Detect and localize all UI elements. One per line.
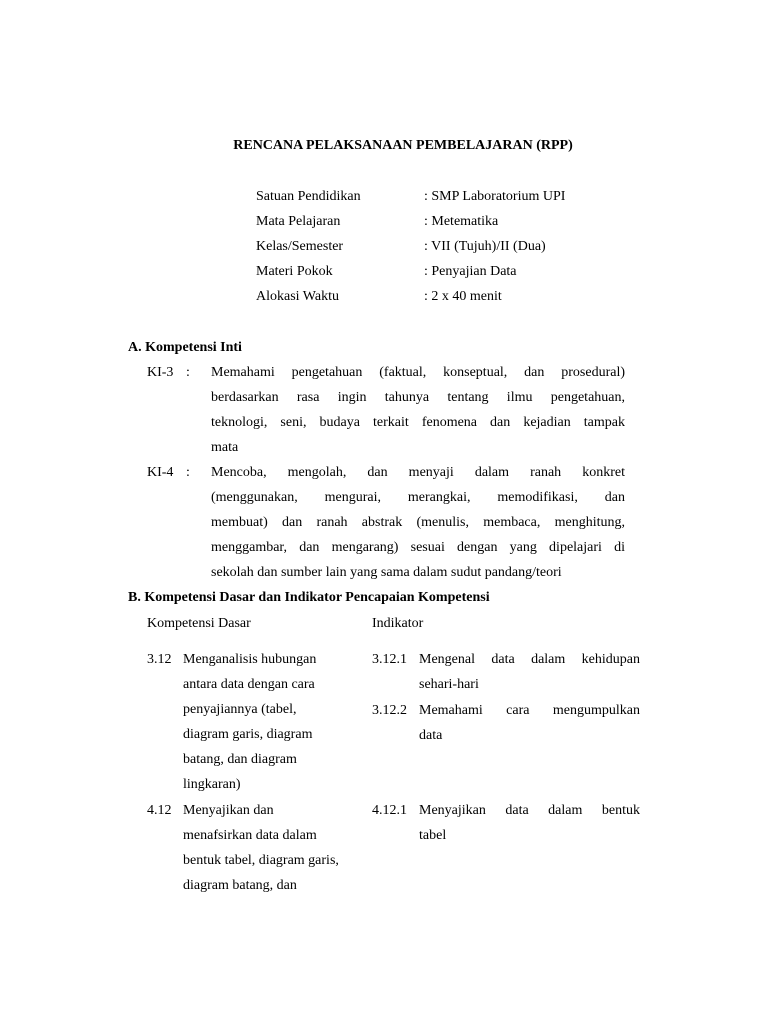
text-line: Memahami pengetahuan (faktual, konseptual, dan prosedural) bbox=[211, 365, 625, 380]
identity-label: Materi Pokok bbox=[256, 264, 333, 279]
identity-label: Kelas/Semester bbox=[256, 239, 344, 254]
text-line: mata bbox=[211, 440, 239, 455]
text-line: Menyajikan dan bbox=[183, 803, 274, 818]
indicator-3-12-2-text bbox=[419, 702, 640, 752]
text-line: Mengenal data dalam kehidupan bbox=[419, 652, 640, 667]
column-header-indikator: Indikator bbox=[372, 616, 424, 631]
section-a-heading: A. Kompetensi Inti bbox=[128, 340, 242, 355]
text-line: Memahami cara mengumpulkan bbox=[419, 703, 640, 718]
text-line: menggambar, dan mengarang) sesuai dengan yang dipelajari di bbox=[211, 540, 625, 555]
ki-separator: : bbox=[186, 365, 190, 380]
indicator-number: 3.12.2 bbox=[372, 703, 407, 718]
identity-label: Satuan Pendidikan bbox=[256, 189, 361, 204]
ki-3-text bbox=[211, 364, 625, 464]
indicator-number: 3.12.1 bbox=[372, 652, 407, 667]
ki-4-text bbox=[211, 464, 625, 589]
identity-value: : SMP Laboratorium UPI bbox=[424, 189, 566, 204]
section-b-heading: B. Kompetensi Dasar dan Indikator Pencapaian Kompetensi bbox=[128, 590, 490, 605]
text-line: data bbox=[419, 728, 443, 743]
page-title: RENCANA PELAKSANAAN PEMBELAJARAN (RPP) bbox=[233, 138, 573, 153]
identity-value: : 2 x 40 menit bbox=[424, 289, 502, 304]
text-line: menafsirkan data dalam bbox=[183, 828, 317, 843]
text-line: Menyajikan data dalam bentuk bbox=[419, 803, 640, 818]
text-line: penyajiannya (tabel, bbox=[183, 702, 297, 717]
identity-label: Alokasi Waktu bbox=[256, 289, 339, 304]
indicator-number: 4.12.1 bbox=[372, 803, 407, 818]
text-line: Menganalisis hubungan bbox=[183, 652, 317, 667]
identity-value: : Metematika bbox=[424, 214, 499, 229]
text-line: teknologi, seni, budaya terkait fenomena dan kejadian tampak bbox=[211, 415, 625, 430]
text-line: diagram garis, diagram bbox=[183, 727, 313, 742]
text-line: diagram batang, dan bbox=[183, 878, 297, 893]
identity-value: : VII (Tujuh)/II (Dua) bbox=[424, 239, 546, 254]
indicator-3-12-1-text bbox=[419, 651, 640, 701]
kd-number: 4.12 bbox=[147, 803, 172, 818]
text-line: antara data dengan cara bbox=[183, 677, 315, 692]
kd-3-12-text bbox=[183, 651, 316, 801]
text-line: membuat) dan ranah abstrak (menulis, membaca, menghitung, bbox=[211, 515, 625, 530]
text-line: sekolah dan sumber lain yang sama dalam sudut pandang/teori bbox=[211, 565, 562, 580]
text-line: sehari-hari bbox=[419, 677, 479, 692]
identity-value: : Penyajian Data bbox=[424, 264, 517, 279]
kd-number: 3.12 bbox=[147, 652, 172, 667]
text-line: batang, dan diagram bbox=[183, 752, 297, 767]
text-line: (menggunakan, mengurai, merangkai, memodifikasi, dan bbox=[211, 490, 625, 505]
kd-4-12-text bbox=[183, 802, 339, 902]
ki-separator: : bbox=[186, 465, 190, 480]
indicator-4-12-1-text bbox=[419, 802, 640, 852]
text-line: berdasarkan rasa ingin tahunya tentang ilmu pengetahuan, bbox=[211, 390, 625, 405]
text-line: Mencoba, mengolah, dan menyaji dalam ranah konkret bbox=[211, 465, 625, 480]
column-header-kd: Kompetensi Dasar bbox=[147, 616, 251, 631]
text-line: tabel bbox=[419, 828, 447, 843]
text-line: lingkaran) bbox=[183, 777, 241, 792]
text-line: bentuk tabel, diagram garis, bbox=[183, 853, 339, 868]
identity-label: Mata Pelajaran bbox=[256, 214, 341, 229]
ki-code: KI-3 bbox=[147, 365, 174, 380]
ki-code: KI-4 bbox=[147, 465, 174, 480]
